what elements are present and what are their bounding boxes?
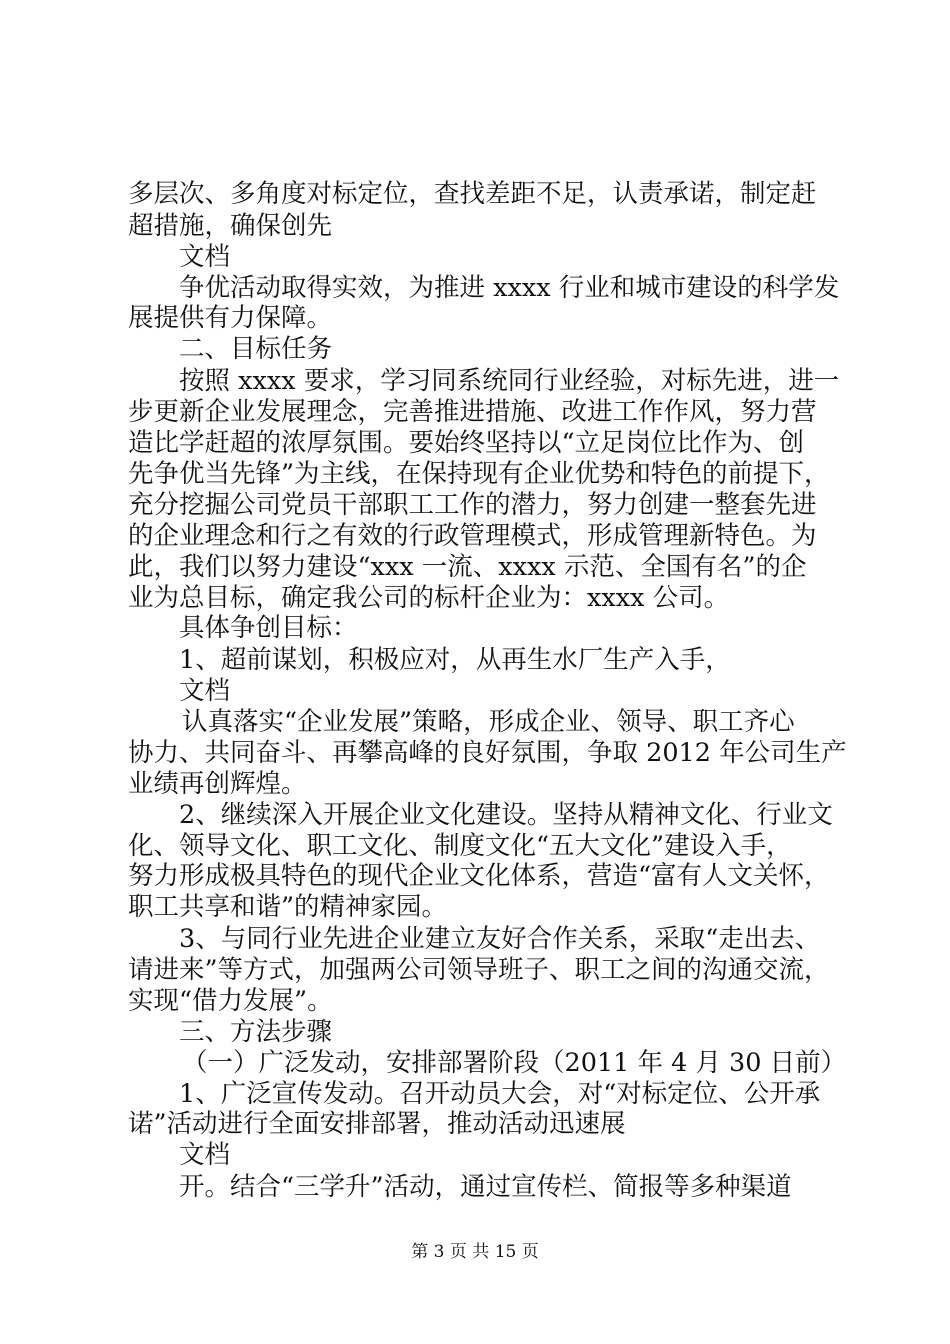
list-item: 1、广泛宣传发动。召开动员大会，对“对标定位、公开承 (179, 1079, 821, 1109)
text-line: 造比学赶超的浓厚氛围。要始终坚持以“立足岗位比作为、创 (128, 428, 805, 458)
text-line: 步更新企业发展理念，完善推进措施、改进工作作风，努力营 (128, 397, 817, 427)
text-line: 此，我们以努力建设“xxx 一流、xxxx 示范、全国有名”的企 (128, 552, 807, 582)
text-line: 业为总目标，确定我公司的标杆企业为：xxxx 公司。 (128, 583, 730, 613)
text-line: 请进来”等方式，加强两公司领导班子、职工之间的沟通交流， (128, 955, 830, 985)
text-line: 职工共享和谐”的精神家园。 (128, 892, 448, 922)
text-line: 认真落实“企业发展”策略，形成企业、领导、职工齐心 (182, 707, 795, 737)
text-line: 开。结合“三学升”活动，通过宣传栏、简报等多种渠道 (179, 1172, 792, 1202)
text-line: 业绩再创辉煌。 (128, 769, 307, 799)
text-line: 努力形成极具特色的现代企业文化体系，营造“富有人文关怀， (128, 861, 830, 891)
text-line: 文档 (179, 1140, 231, 1170)
text-line: 文档 (179, 242, 231, 272)
list-item: 3、与同行业先进企业建立友好合作关系，采取“走出去、 (179, 924, 821, 954)
subsection-heading: （一）广泛发动，安排部署阶段（2011 年 4 月 30 日前） (182, 1048, 847, 1078)
text-line: 按照 xxxx 要求，学习同系统同行业经验，对标先进，进一 (179, 366, 840, 396)
section-heading: 三、方法步骤 (179, 1017, 333, 1047)
text-line: 协力、共同奋斗、再攀高峰的良好氛围，争取 2012 年公司生产 (128, 738, 847, 768)
text-line: 争优活动取得实效，为推进 xxxx 行业和城市建设的科学发 (179, 273, 840, 303)
text-line: 充分挖掘公司党员干部职工工作的潜力，努力创建一整套先进 (128, 490, 817, 520)
text-line: 实现“借力发展”。 (128, 986, 333, 1016)
text-line: 化、领导文化、职工文化、制度文化“五大文化”建设入手， (128, 831, 792, 861)
text-line: 先争优当先锋”为主线，在保持现有企业优势和特色的前提下， (128, 459, 830, 489)
text-line: 展提供有力保障。 (128, 303, 333, 333)
text-line: 多层次、多角度对标定位，查找差距不足，认责承诺，制定赶 (128, 179, 817, 209)
text-line: 文档 (179, 676, 231, 706)
list-item: 2、继续深入开展企业文化建设。坚持从精神文化、行业文 (179, 800, 833, 830)
page-number-footer: 第 3 页 共 15 页 (411, 1242, 539, 1262)
text-line: 诺”活动进行全面安排部署，推动活动迅速展 (128, 1109, 626, 1139)
section-heading: 二、目标任务 (179, 334, 333, 364)
text-line: 超措施，确保创先 (128, 211, 333, 241)
text-line: 具体争创目标： (179, 613, 358, 643)
list-item: 1、超前谋划，积极应对，从再生水厂生产入手， (179, 645, 731, 675)
text-line: 的企业理念和行之有效的行政管理模式，形成管理新特色。为 (128, 521, 817, 551)
